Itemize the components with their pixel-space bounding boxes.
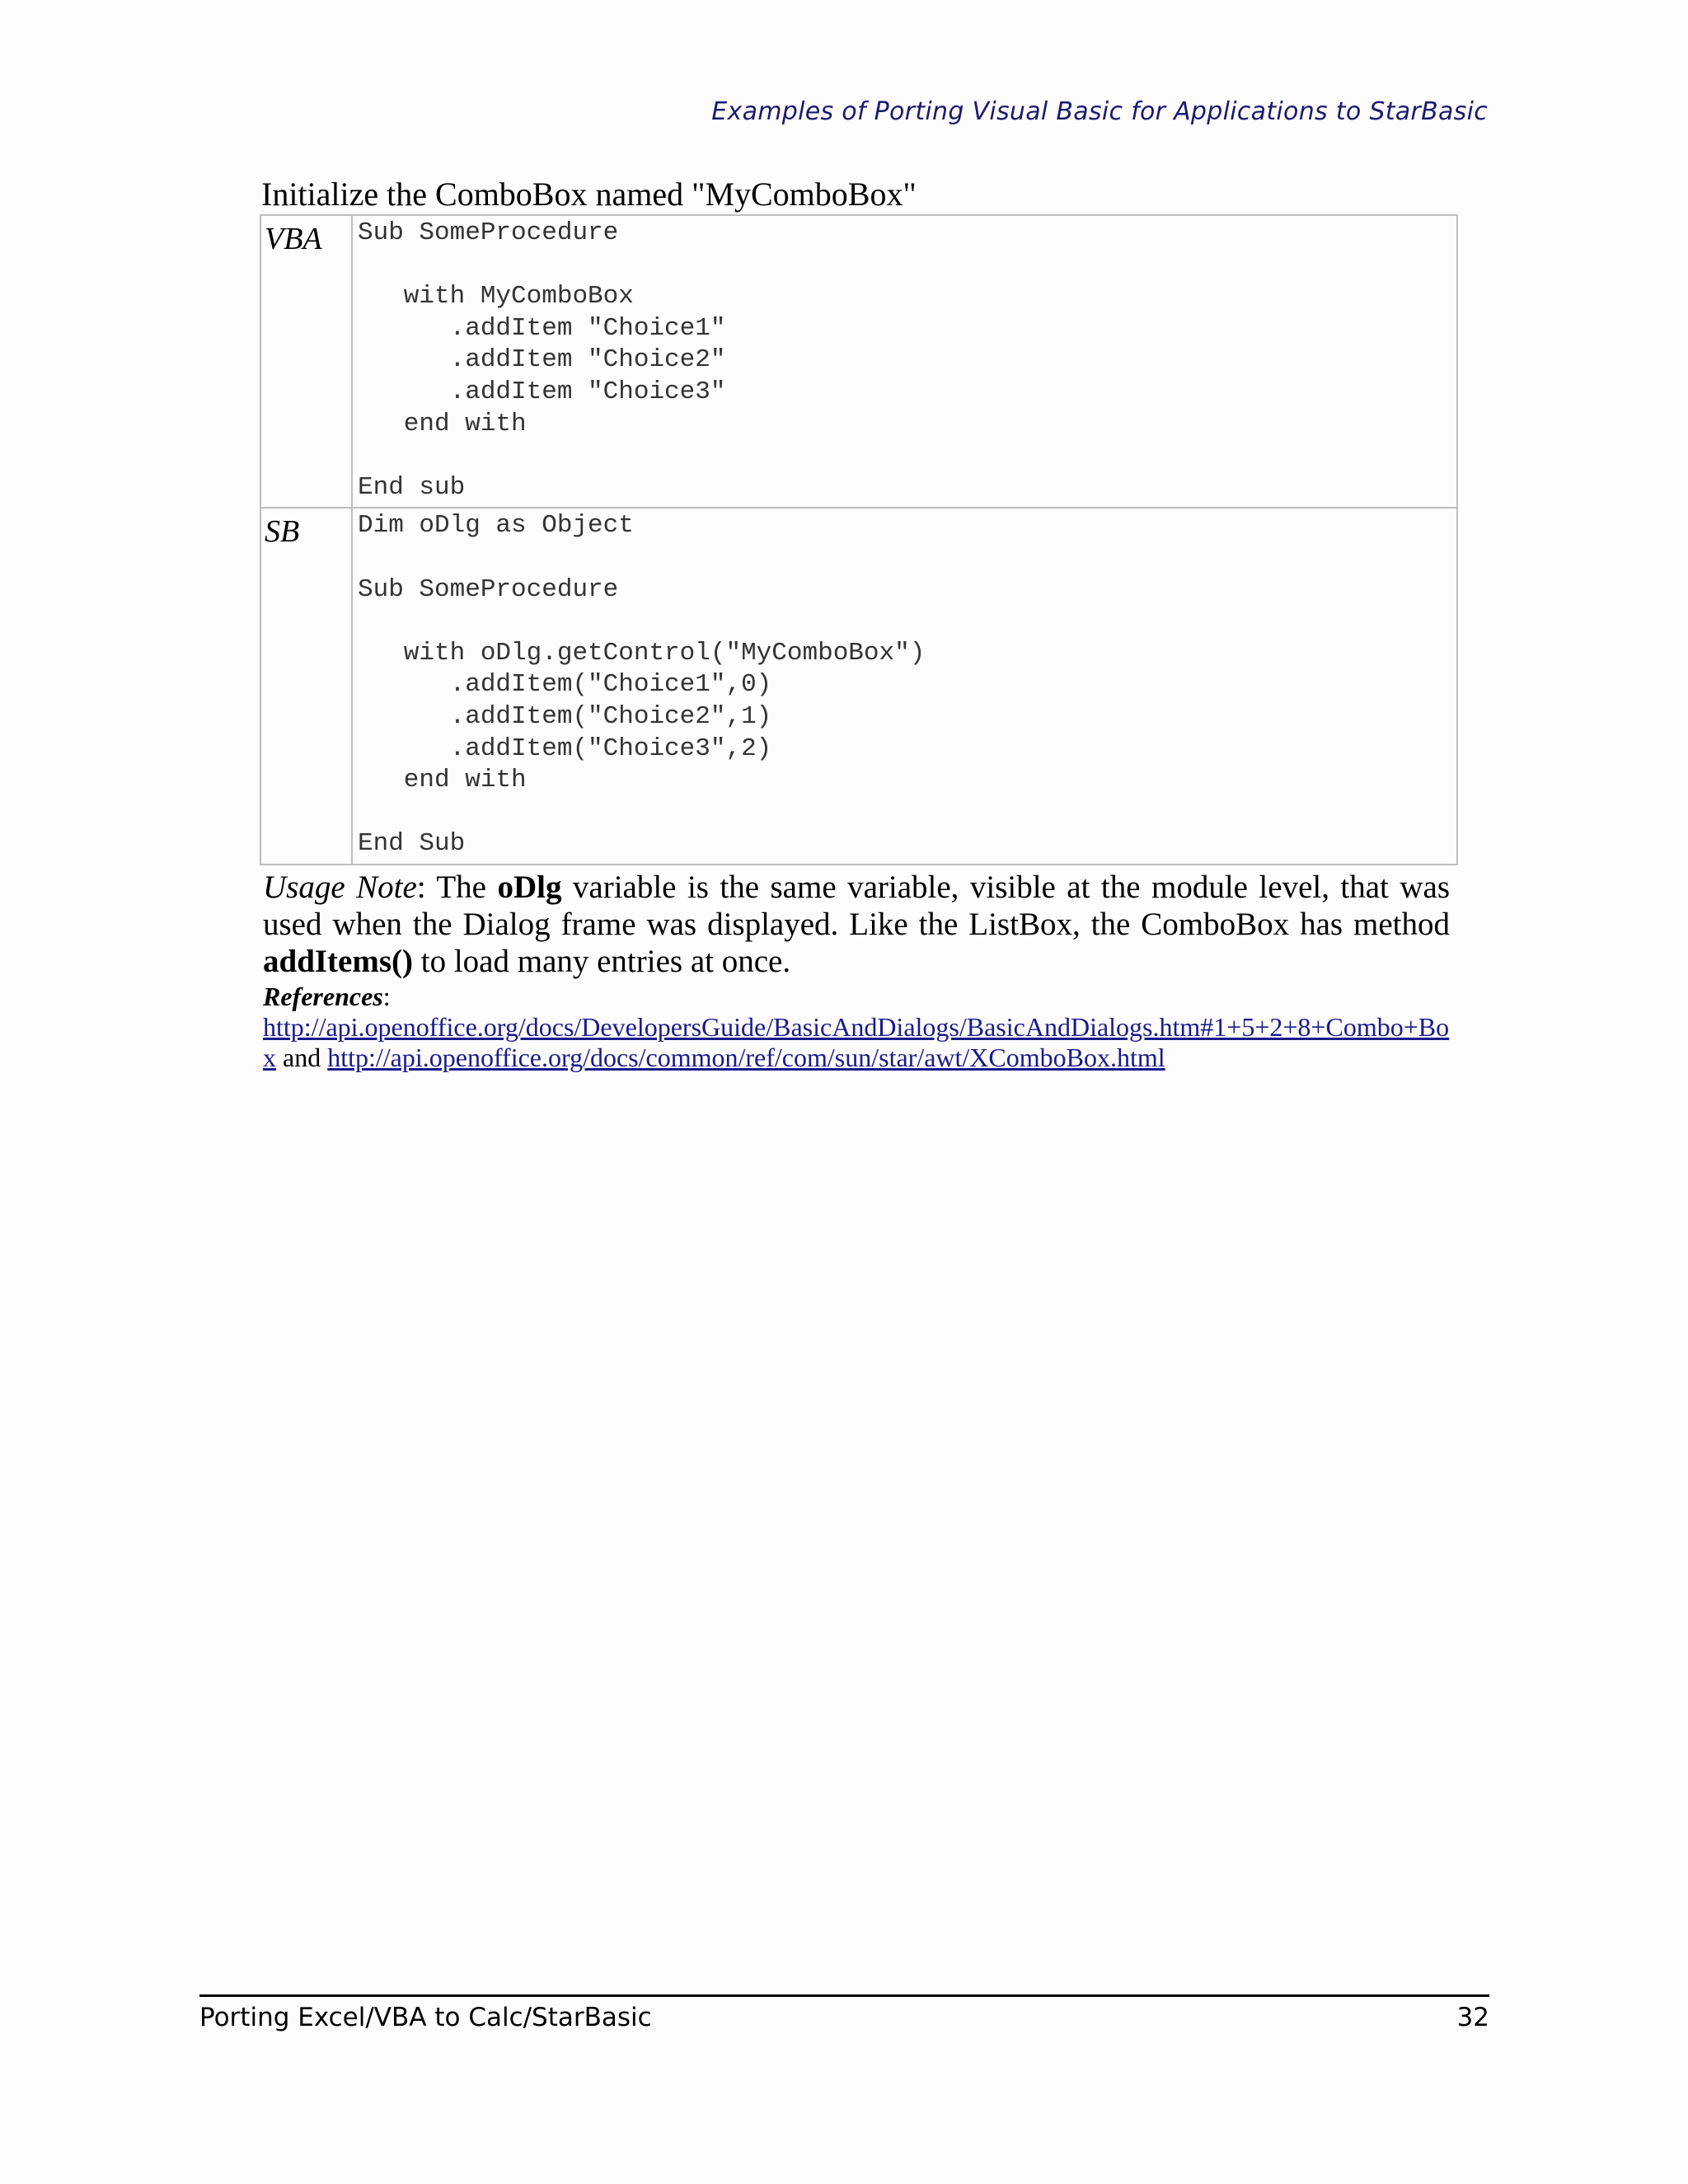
references-joiner: and	[276, 1042, 328, 1072]
usage-variable: oDlg	[497, 869, 562, 905]
usage-text-1: The	[436, 869, 498, 905]
code-block-sb: Dim oDlg as Object Sub SomeProcedure with oDlg.getControl("MyComboBox") .addItem("Choice1",0) .addItem("Choice2",1) .addItem("Choice3",2) end with End Sub	[352, 508, 1457, 865]
code-comparison-table	[260, 214, 1458, 865]
table-row	[260, 215, 1457, 508]
footer-divider	[199, 1994, 1489, 1997]
language-label-vba: VBA	[260, 215, 352, 508]
reference-link-basic-dialogs[interactable]: http://api.openoffice.org/docs/DevelopersGuide/BasicAndDialogs/BasicAndDialogs.htm#1+5+2+8+Combo+Box	[263, 1011, 1450, 1072]
page-number: 32	[1456, 2003, 1489, 2032]
page-content	[260, 175, 1458, 1073]
usage-note: Usage Note: The oDlg variable is the same variable, visible at the module level, that was used when the Dialog frame was displayed. Like the ListBox, the ComboBox has method addItems() to load many entries at once.	[263, 869, 1450, 979]
reference-link-xcombobox[interactable]: http://api.openoffice.org/docs/common/ref/com/sun/star/awt/XComboBox.html	[327, 1042, 1165, 1072]
usage-method: addItems()	[263, 943, 413, 979]
references: References: http://api.openoffice.org/docs/DevelopersGuide/BasicAndDialogs/BasicAndDialogs.htm#1+5+2+8+Combo+Box and http://api.openoffice.org/docs/common/ref/com/sun/star/awt/XComboBox.html	[263, 981, 1450, 1072]
language-label-sb: SB	[260, 508, 352, 865]
table-row	[260, 508, 1457, 865]
usage-text-3: to load many entries at once.	[413, 943, 791, 979]
code-block-vba: Sub SomeProcedure with MyComboBox .addItem "Choice1" .addItem "Choice2" .addItem "Choice3" end with End sub	[352, 215, 1457, 508]
references-label: References	[263, 981, 383, 1011]
usage-text-2: variable is the same variable, visible at the module level, that was used when the Dialog frame was displayed. Like the ListBox, the ComboBox has method	[263, 869, 1450, 942]
usage-note-label: Usage Note	[263, 869, 417, 905]
footer-title: Porting Excel/VBA to Calc/StarBasic	[199, 2003, 652, 2032]
section-intro: Initialize the ComboBox named "MyComboBox"	[261, 176, 917, 213]
running-header: Examples of Porting Visual Basic for Applications to StarBasic	[711, 97, 1488, 126]
